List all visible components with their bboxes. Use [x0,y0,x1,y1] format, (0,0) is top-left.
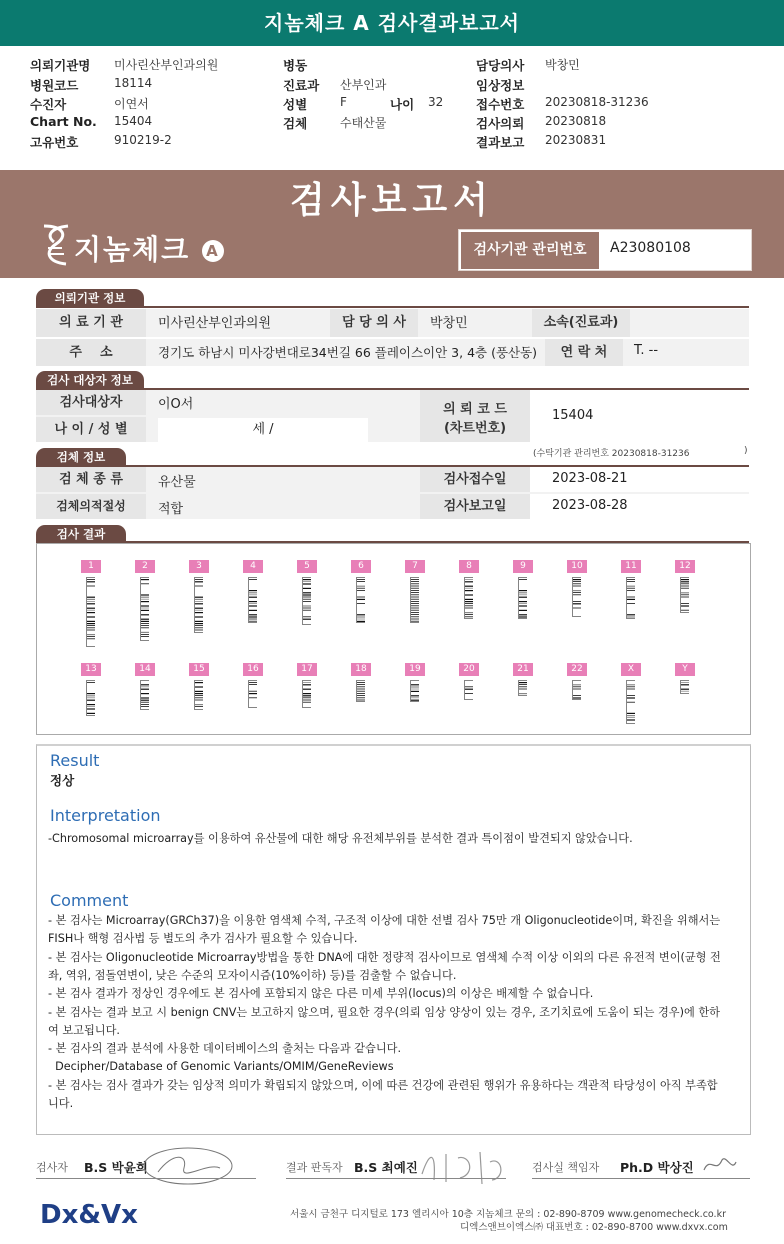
header-label: 검사의뢰 [476,116,525,131]
subject-name-value: 이O서 [158,397,194,412]
chromosome-label: 12 [675,560,695,573]
chromosome-ideogram [140,680,149,710]
signature-line [36,1178,256,1179]
chromosome-label: 4 [243,560,263,573]
suitability-label: 검체의적절성 [36,494,146,519]
comment-line: FISH나 핵형 검사법 등 별도의 추가 검사가 필요할 수 있습니다. [48,932,358,946]
karyotype-tab: 검사 결과 [36,525,126,543]
comment-line: 니다. [48,1097,74,1110]
banner-title: 검사보고서 [290,180,494,221]
chromosome-label: 19 [405,663,425,676]
logo-text: 지놈체크 A [74,228,224,268]
address-label: 주 소 [36,339,146,366]
interpretation-heading: Interpretation [50,806,161,825]
tester-signature [138,1142,238,1192]
chromosome-label: 1 [81,560,101,573]
header-value: 수태산물 [340,116,387,130]
lab-head-signature [700,1152,740,1178]
logo-badge: A [202,240,224,262]
report-date-label: 검사보고일 [420,494,530,519]
reader-name: B.S 최예진 [354,1160,418,1175]
header-label: 수진자 [30,97,67,112]
header-label: 임상정보 [476,78,525,93]
header-label: Chart No. [30,114,97,129]
chromosome-label: 22 [567,663,587,676]
receipt-note-close: ) [744,446,748,456]
lab-head-name: Ph.D 박상진 [620,1160,694,1175]
chromosome-label: 2 [135,560,155,573]
chromosome-label: 21 [513,663,533,676]
comment-line: - 본 검사 결과가 정상인 경우에도 본 검사에 포함되지 않은 다른 미세 부위(locus)의 이상은 배제할 수 없습니다. [48,987,594,1001]
chromosome-ideogram [194,577,203,633]
header-value: 이연서 [114,97,149,111]
doctor-value: 박창민 [430,316,468,331]
lab-head-label: 검사실 책임자 [532,1161,600,1174]
chromosome-ideogram [410,680,419,702]
suitability-value: 적합 [158,502,184,517]
chromosome-ideogram [86,577,95,647]
chromosome-ideogram [356,577,365,623]
received-date-label: 검사접수일 [420,467,530,492]
header-value: 20230818-31236 [545,95,649,109]
result-value: 정상 [50,773,75,788]
header-value: F [340,95,347,109]
age-sex-label: 나 이 / 성 별 [36,417,146,442]
header-label: 나이 [390,97,415,112]
received-date-value: 2023-08-21 [552,471,628,486]
age-sex-value: 세 / [158,418,368,442]
header-label: 검체 [283,116,308,131]
address-value: 경기도 하남시 미사강변대로34번길 66 플레이스이안 3, 4층 (풍산동) [158,345,538,360]
chromosome-label: 11 [621,560,641,573]
comment-line: - 본 검사는 Oligonucleotide Microarray방법을 통한 DNA에 대한 정량적 검사이므로 염색체 수적 이상 이외의 다른 유전적 변이(균형 전 [48,950,721,964]
chromosome-label: 5 [297,560,317,573]
chromosome-ideogram [680,680,689,694]
chromosome-label: 17 [297,663,317,676]
institution-tab: 의뢰기관 정보 [36,289,144,307]
chromosome-label: 18 [351,663,371,676]
institution-name-value: 미사린산부인과의원 [158,316,272,331]
header-value: 20230818 [545,114,607,128]
header-label: 고유번호 [30,135,79,150]
signature-line [532,1178,750,1179]
signature-line [286,1178,506,1179]
chromosome-ideogram [680,577,689,613]
header-value: 20230831 [545,133,607,147]
interpretation-text: -Chromosomal microarray를 이용하여 유산물에 대한 해당 유전체부위를 분석한 결과 특이점이 발견되지 않았습니다. [48,832,633,845]
chromosome-label: 13 [81,663,101,676]
dxvx-logo: Dx&Vx [40,1200,138,1230]
header-value: 미사린산부인과의원 [114,58,219,72]
chromosome-ideogram [410,577,419,623]
chromosome-ideogram [518,577,527,619]
chromosome-label: 20 [459,663,479,676]
chromosome-ideogram [464,577,473,619]
contact-label: 연 락 처 [545,339,623,366]
karyotype-panel [36,543,751,735]
comment-line: 좌, 역위, 점돌연변이, 낮은 수준의 모자이시즘(10%이하) 등)를 검출할 수 없습니다. [48,968,457,982]
mgmt-number-label: 검사기관 관리번호 [460,231,600,270]
chromosome-label: X [621,663,641,676]
request-code-value: 15404 [552,408,594,423]
request-code-label: 의 뢰 코 드 (차트번호) [420,390,530,442]
chromosome-label: 10 [567,560,587,573]
contact-value: T. -- [634,343,659,358]
chromosome-ideogram [518,680,527,696]
receipt-note: (수탁기관 관리번호 20230818-31236 [533,449,690,459]
header-value: 910219-2 [114,133,172,147]
report-date-value: 2023-08-28 [552,498,628,513]
comment-line: - 본 검사의 결과 분석에 사용한 데이터베이스의 출처는 다음과 같습니다. [48,1042,402,1056]
specimen-tab: 검체 정보 [36,448,126,466]
header-value: 박창민 [545,58,580,72]
header-label: 병동 [283,58,308,73]
mgmt-number-value: A23080108 [610,240,691,256]
chromosome-label: 14 [135,663,155,676]
comment-line: Decipher/Database of Genomic Variants/OMIM/GeneReviews [48,1060,394,1074]
header-label: 담당의사 [476,58,525,73]
chromosome-label: 7 [405,560,425,573]
chromosome-label: Y [675,663,695,676]
dept-label: 소속(진료과) [532,309,630,337]
chromosome-ideogram [572,577,581,617]
header-label: 병원코드 [30,78,79,93]
footer-address: 서울시 금천구 디지털로 173 엘리시아 10층 지놈체크 문의 : 02-890-8709 www.genomecheck.co.kr [290,1209,726,1220]
section-divider [36,306,749,308]
chromosome-ideogram [140,577,149,641]
header-label: 접수번호 [476,97,525,112]
specimen-type-label: 검 체 종 류 [36,467,146,492]
chromosome-label: 15 [189,663,209,676]
chromosome-ideogram [302,680,311,708]
subject-name-label: 검사대상자 [36,390,146,415]
comment-line: - 본 검사는 결과 보고 시 benign CNV는 보고하지 않으며, 필요한 경우(의뢰 임상 양상이 있는 경우, 조기치료에 도움이 되는 경우)에 한하 [48,1005,720,1019]
header-label: 결과보고 [476,135,525,150]
footer-company: 디엑스앤브이엑스㈜ 대표번호 : 02-890-8700 www.dxvx.com [460,1222,728,1233]
reader-signature [416,1144,516,1188]
institution-name-label: 의 료 기 관 [36,309,146,337]
header-label: 진료과 [283,78,320,93]
tester-label: 검사자 [36,1161,68,1174]
comment-heading: Comment [50,891,129,910]
chromosome-ideogram [464,680,473,700]
chromosome-ideogram [626,680,635,724]
dna-logo-icon [38,222,74,268]
doctor-label: 담 당 의 사 [330,309,418,337]
reader-label: 결과 판독자 [286,1161,343,1174]
chromosome-label: 16 [243,663,263,676]
header-label: 의뢰기관명 [30,58,91,73]
report-title-bar: 지놈체크 A 검사결과보고서 [0,0,784,46]
comment-line: - 본 검사는 Microarray(GRCh37)을 이용한 염색체 수적, 구조적 이상에 대한 선별 검사 75만 개 Oligonucleotide이며, 확진을 위해서는 [48,914,721,927]
header-value: 32 [428,95,444,109]
chromosome-ideogram [248,680,257,708]
header-value: 18114 [114,76,153,90]
chromosome-ideogram [86,680,95,716]
chromosome-label: 3 [189,560,209,573]
subject-tab: 검사 대상자 정보 [36,371,144,389]
specimen-type-value: 유산물 [158,475,196,490]
tester-name: B.S 박윤희 [84,1160,148,1175]
comment-line: - 본 검사는 검사 결과가 갖는 임상적 의미가 확립되지 않았으며, 이에 따른 건강에 관련된 행위가 유용하다는 객관적 타당성이 아직 부족합 [48,1078,718,1092]
header-value: 산부인과 [340,78,387,92]
header-label: 성별 [283,97,308,112]
comment-line: 여 보고됩니다. [48,1023,120,1037]
chromosome-label: 9 [513,560,533,573]
chromosome-ideogram [248,577,257,623]
chromosome-ideogram [356,680,365,702]
chromosome-ideogram [302,577,311,625]
header-value: 15404 [114,114,153,128]
chromosome-ideogram [194,680,203,710]
chromosome-ideogram [572,680,581,700]
result-heading: Result [50,751,100,770]
chromosome-label: 8 [459,560,479,573]
chromosome-label: 6 [351,560,371,573]
chromosome-ideogram [626,577,635,619]
